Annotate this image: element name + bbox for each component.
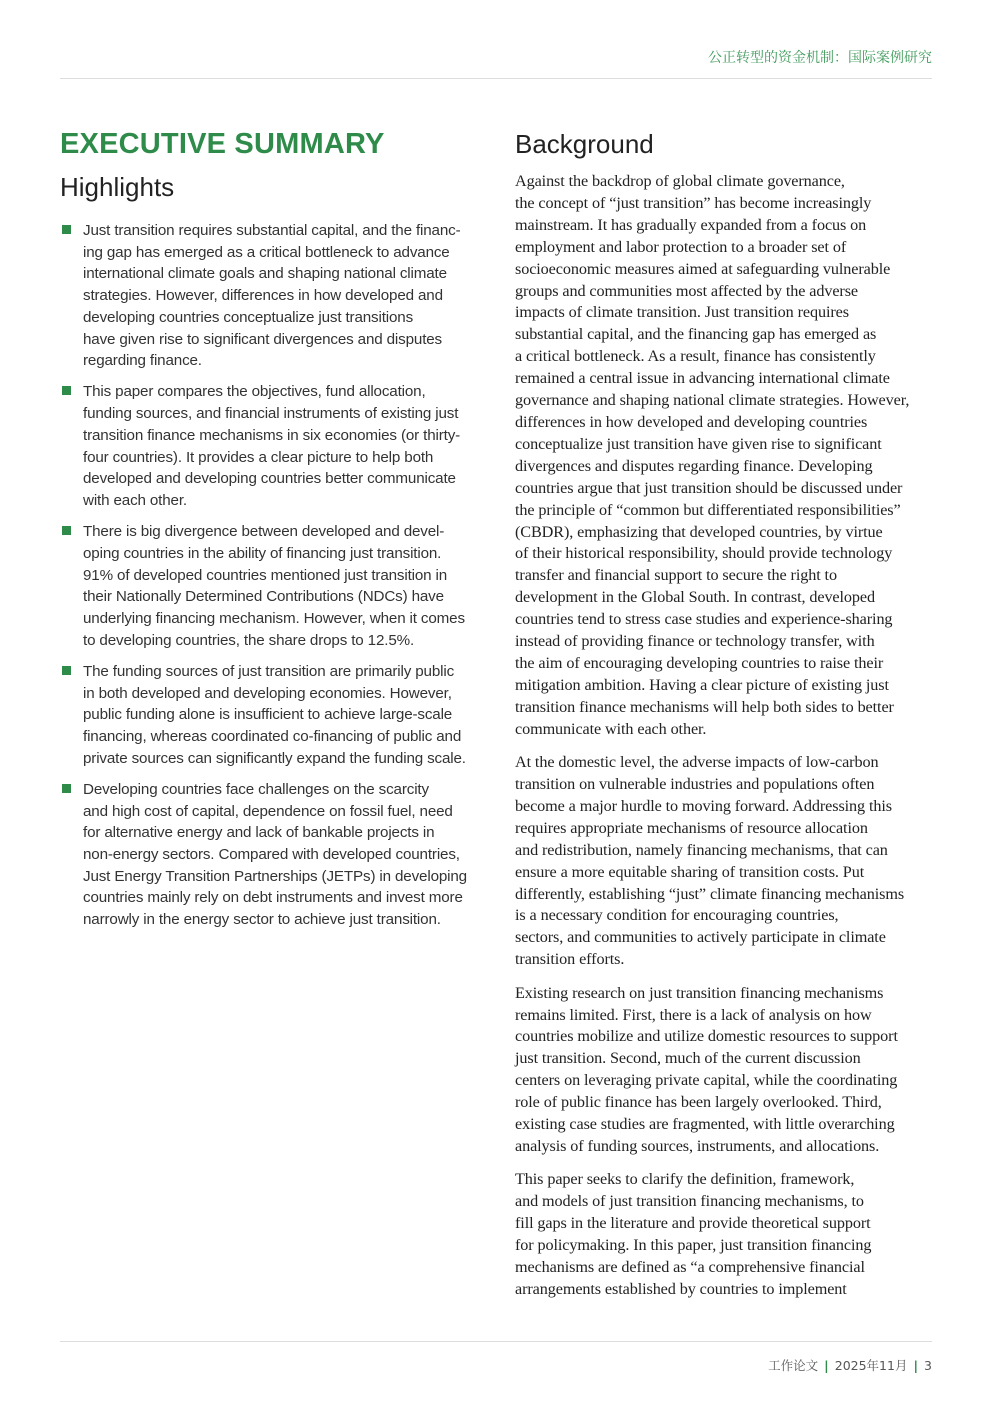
paragraph: This paper seeks to clarify the definition, framework, and models of just transition financing mechanisms, to fill gaps in the literature and provide theoretical support for policymaking. In this paper, just transition financing mechanisms are defined as “a comprehensive financial arrangements established by countries to implement [515, 1170, 872, 1298]
background-heading: Background [515, 129, 654, 159]
footer-series: 工作论文 [768, 1358, 819, 1373]
bullet-square-icon [62, 784, 71, 793]
list-item [60, 381, 480, 511]
list-item [60, 521, 480, 651]
section-title: EXECUTIVE SUMMARY [60, 128, 385, 160]
list-item [60, 779, 480, 931]
footer-date: 2025年11月 [834, 1358, 908, 1373]
page-number: 3 [924, 1358, 932, 1373]
paragraph: Against the backdrop of global climate governance, the concept of “just transition” has become increasingly mainstream. It has gradually expanded from a focus on employment and labor protection to a broader set of socioeconomic measures aimed at safeguarding vulnerable groups and communities most affected by the adverse impacts of climate transition. Just transition requires substantial capital, and the financing gap has emerged as a critical bottleneck. As a result, finance has consistently remained a central issue in advancing international climate governance and shaping national climate strategies. However, differences in how developed and developing countries conceptualize just transition have given rise to significant divergences and disputes regarding finance. Developing countries argue that just transition should be discussed under the principle of “common but differentiated responsibilities” (CBDR), emphasizing that developed countries, by virtue of their historical responsibility, should provide technology transfer and financial support to secure the right to development in the Global South. In contrast, developed countries tend to stress case studies and experience-sharing instead of providing finance or technology transfer, with the aim of encouraging developing countries to raise their mitigation ambition. Having a clear picture of existing just transition finance mechanisms will help both sides to better communicate with each other. [515, 172, 910, 738]
running-header: 公正转型的资金机制：国际案例研究 [708, 50, 932, 66]
paragraph: At the domestic level, the adverse impacts of low-carbon transition on vulnerable industries and populations often become a major hurdle to moving forward. Addressing this requires appropriate mechanisms of resource allocation and redistribution, namely financing mechanisms, that can ensure a more equitable sharing of transition costs. Put differently, establishing “just” climate financing mechanisms is a necessary condition for encouraging countries, sectors, and communities to actively participate in climate transition efforts. [515, 753, 905, 969]
bullet-text: The funding sources of just transition are primarily public in both developed and developing economies. However, public funding alone is insufficient to achieve large-scale financing, whereas coordinated co-financing of public and private sources can significantly expand the funding scale. [83, 662, 466, 767]
header-divider [60, 78, 932, 79]
bullet-text: This paper compares the objectives, fund allocation, funding sources, and financial instruments of existing just transition finance mechanisms in six economies (or thirty- four countries). It provides a clear picture to help both developed and developing countries better communicate with each other. [83, 383, 461, 509]
list-item [60, 661, 480, 770]
highlights-heading: Highlights [60, 172, 175, 202]
bullet-text: Developing countries face challenges on the scarcity and high cost of capital, dependence on fossil fuel, need for alternative energy and lack of bankable projects in non-energy sectors. Compared with developed countries, Just Energy Transition Partnerships (JETPs) in developing countries mainly rely on debt instruments and invest more narrowly in the energy sector to achieve just transition. [83, 780, 467, 929]
bullet-text: There is big divergence between developed and devel- oping countries in the ability of financing just transition. 91% of developed countries mentioned just transition in their Nationally Determined Contributions (NDCs) have underlying financing mechanism. However, when it comes to developing countries, the share drops to 12.5%. [83, 523, 465, 649]
list-item [60, 220, 480, 372]
bullet-square-icon [62, 386, 71, 395]
footer [768, 1356, 932, 1374]
bullet-text: Just transition requires substantial capital, and the financ- ing gap has emerged as a critical bottleneck to advance international climate goals and shaping national climate strategies. However, differences in how developed and developing countries conceptualize just transitions have given rise to significant divergences and disputes regarding finance. [83, 222, 461, 370]
footer-separator: | [913, 1358, 919, 1373]
bullet-square-icon [62, 225, 71, 234]
highlights-list [60, 220, 480, 940]
bullet-square-icon [62, 526, 71, 535]
footer-divider [60, 1341, 932, 1342]
footer-separator: | [824, 1358, 829, 1373]
background-body [515, 171, 940, 1312]
paragraph: Existing research on just transition financing mechanisms remains limited. First, there is a lack of analysis on how countries mobilize and utilize domestic resources to support just transition. Second, much of the current discussion centers on leveraging private capital, while the coordinating role of public finance has been largely overlooked. Third, existing case studies are fragmented, with little overarching analysis of funding sources, instruments, and allocations. [515, 983, 898, 1155]
bullet-square-icon [62, 666, 71, 675]
